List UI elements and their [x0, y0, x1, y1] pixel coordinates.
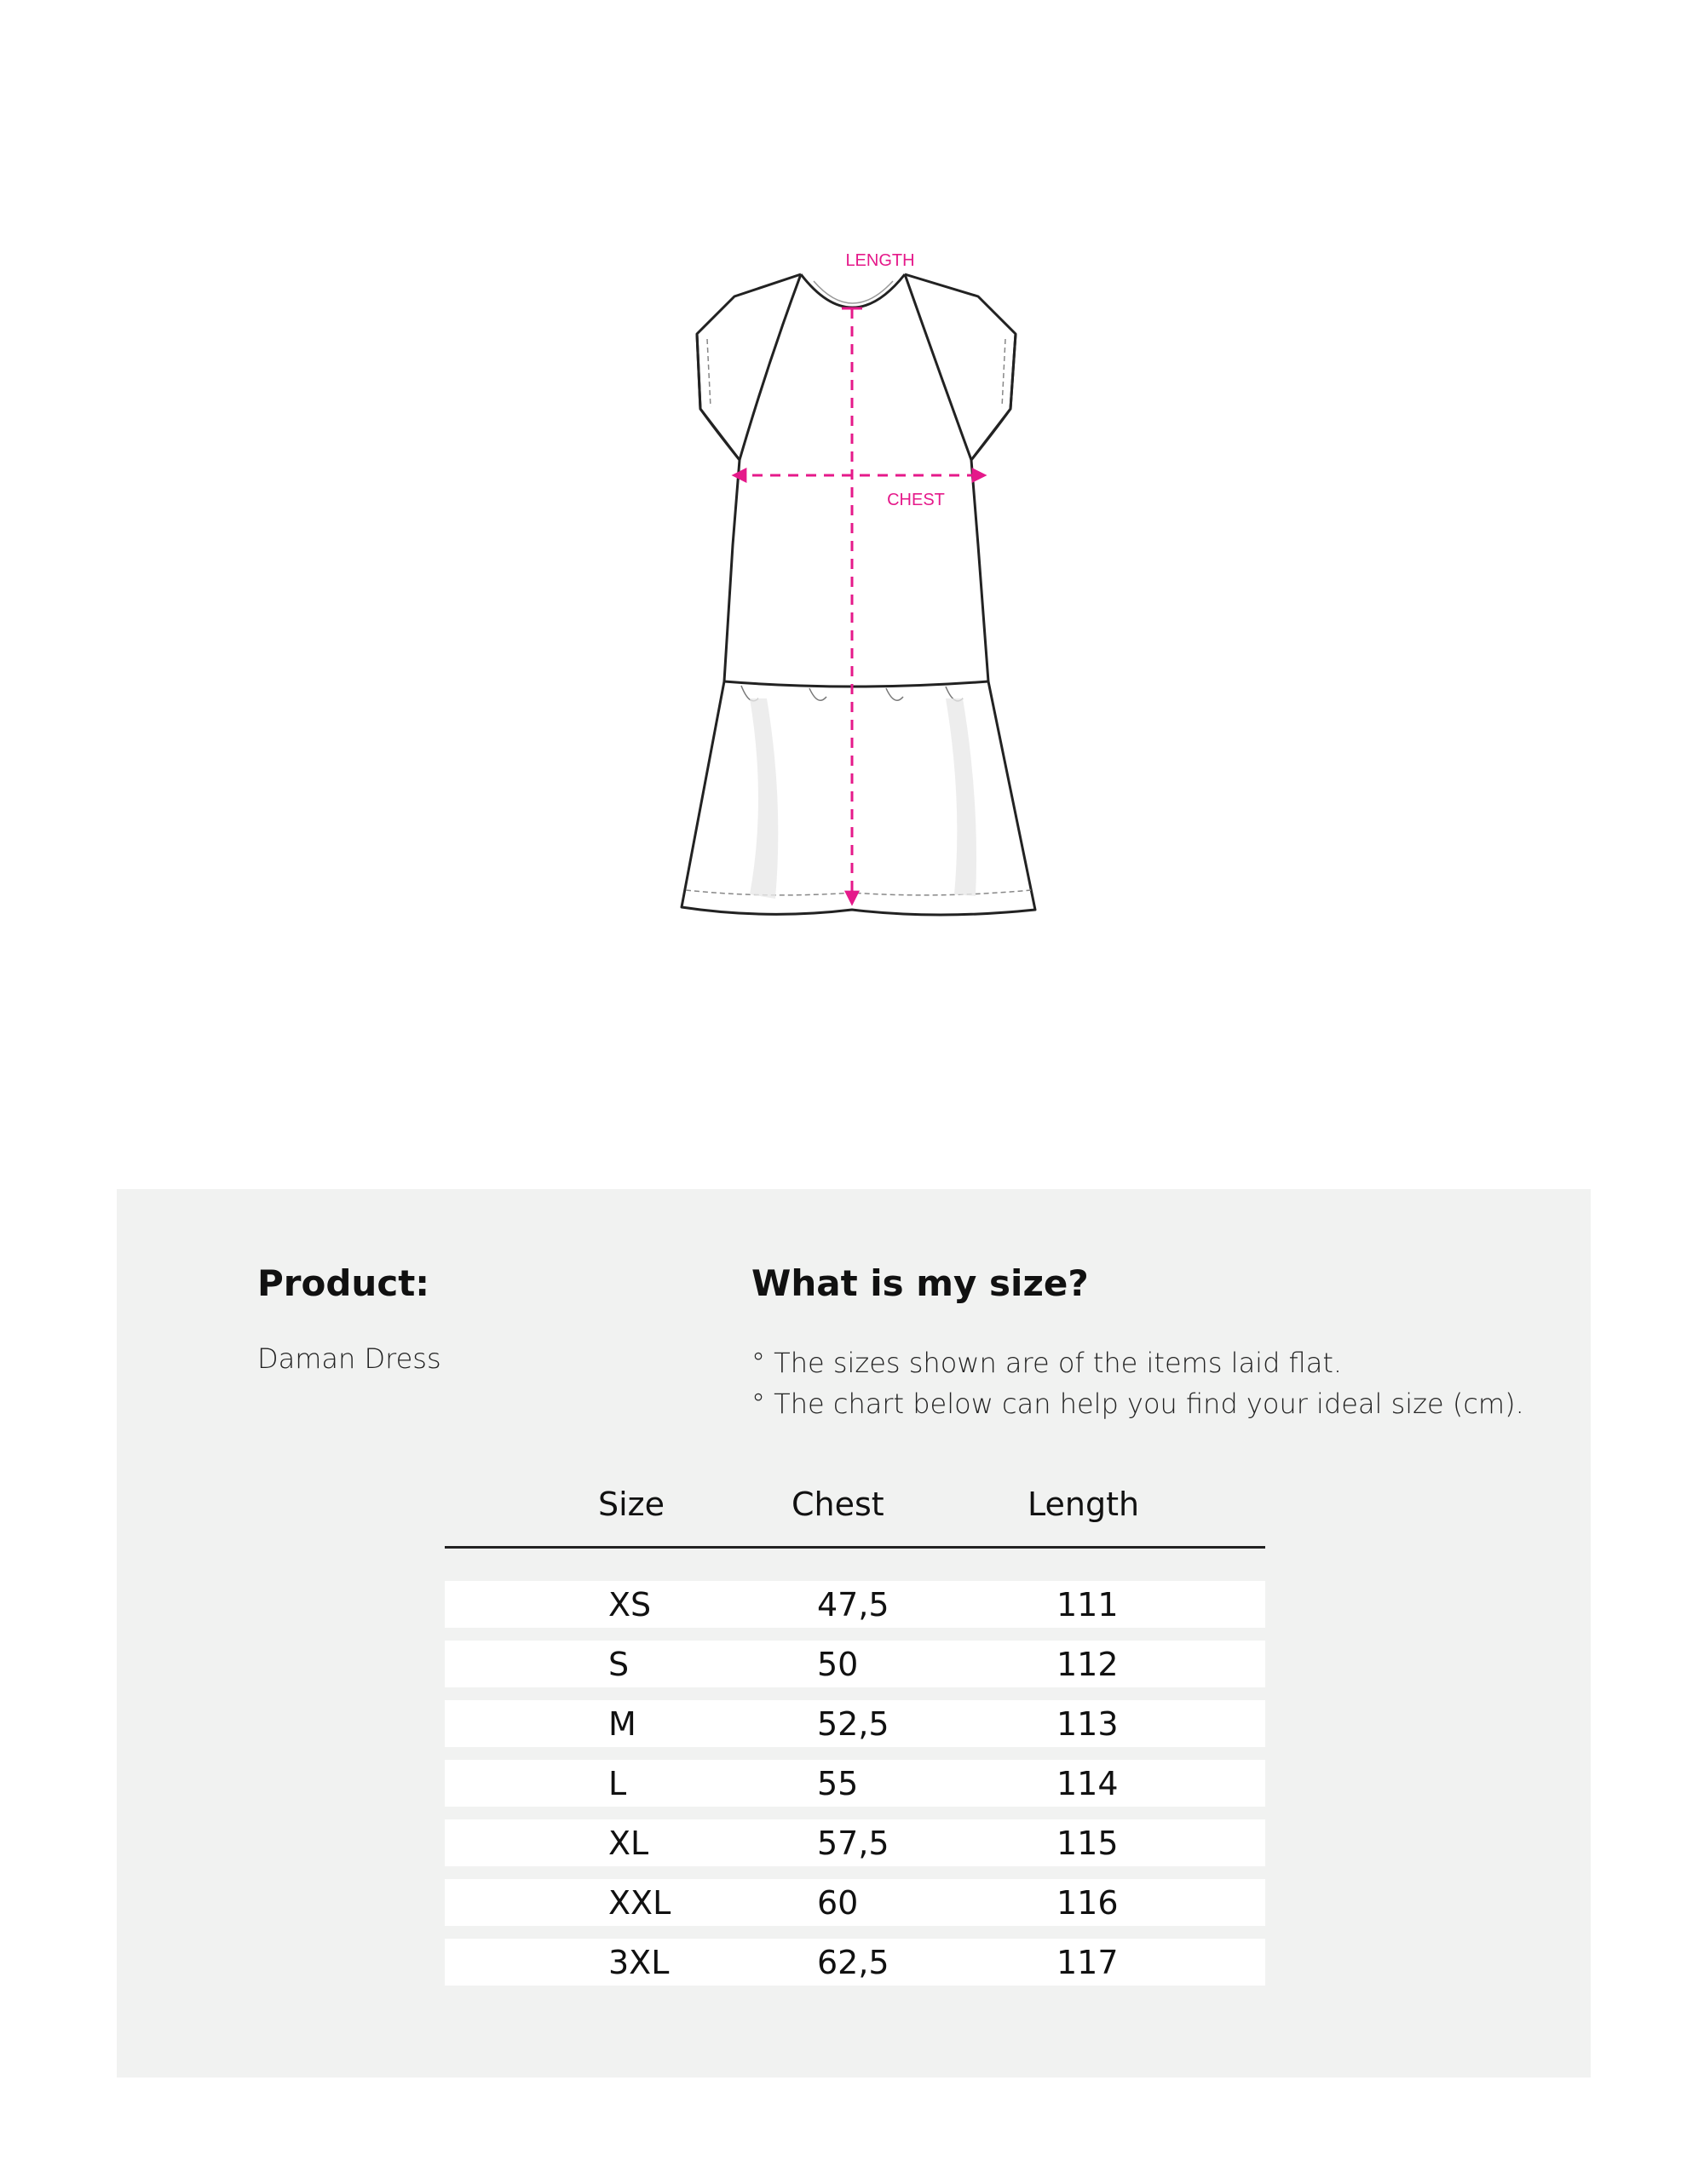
- table-row: [445, 1581, 1265, 1628]
- column-header-length: Length: [1028, 1486, 1140, 1523]
- dress-measurement-diagram: [0, 0, 1704, 1005]
- header-divider: [445, 1546, 1265, 1549]
- length-cell: 112: [1056, 1646, 1119, 1683]
- size-question-heading: What is my size?: [751, 1262, 1089, 1304]
- size-cell: XXL: [608, 1884, 671, 1922]
- length-measure-line: [842, 308, 862, 903]
- size-cell: XS: [608, 1586, 652, 1624]
- dress-outline: [682, 274, 1035, 915]
- chest-cell: 57,5: [817, 1825, 889, 1862]
- table-row: [445, 1819, 1265, 1866]
- column-header-size: Size: [598, 1486, 665, 1523]
- length-cell: 115: [1056, 1825, 1119, 1862]
- chest-label: CHEST: [887, 491, 945, 509]
- size-cell: 3XL: [608, 1944, 670, 1981]
- chest-cell: 55: [817, 1765, 859, 1802]
- table-row: [445, 1879, 1265, 1926]
- length-cell: 114: [1056, 1765, 1119, 1802]
- chest-cell: 60: [817, 1884, 859, 1922]
- length-cell: 111: [1056, 1586, 1119, 1624]
- length-label: LENGTH: [845, 251, 915, 270]
- chest-cell: 50: [817, 1646, 859, 1683]
- size-cell: S: [608, 1646, 630, 1683]
- size-note: ° The chart below can help you find your ideal size (cm).: [751, 1388, 1524, 1420]
- size-cell: L: [608, 1765, 627, 1802]
- skirt-shading: [750, 698, 976, 899]
- chest-cell: 52,5: [817, 1705, 889, 1743]
- length-cell: 116: [1056, 1884, 1119, 1922]
- size-note: ° The sizes shown are of the items laid flat.: [751, 1347, 1343, 1379]
- size-cell: XL: [608, 1825, 649, 1862]
- table-row: [445, 1700, 1265, 1747]
- size-notes: [751, 1342, 1524, 1424]
- table-row: [445, 1760, 1265, 1807]
- size-guide-panel: [117, 1189, 1591, 2078]
- length-cell: 117: [1056, 1944, 1119, 1981]
- product-name: Daman Dress: [257, 1342, 441, 1375]
- column-header-chest: Chest: [792, 1486, 884, 1523]
- size-cell: M: [608, 1705, 636, 1743]
- table-row: [445, 1641, 1265, 1687]
- length-cell: 113: [1056, 1705, 1119, 1743]
- chest-cell: 47,5: [817, 1586, 889, 1624]
- product-heading: Product:: [257, 1262, 430, 1304]
- table-row: [445, 1939, 1265, 1986]
- chest-cell: 62,5: [817, 1944, 889, 1981]
